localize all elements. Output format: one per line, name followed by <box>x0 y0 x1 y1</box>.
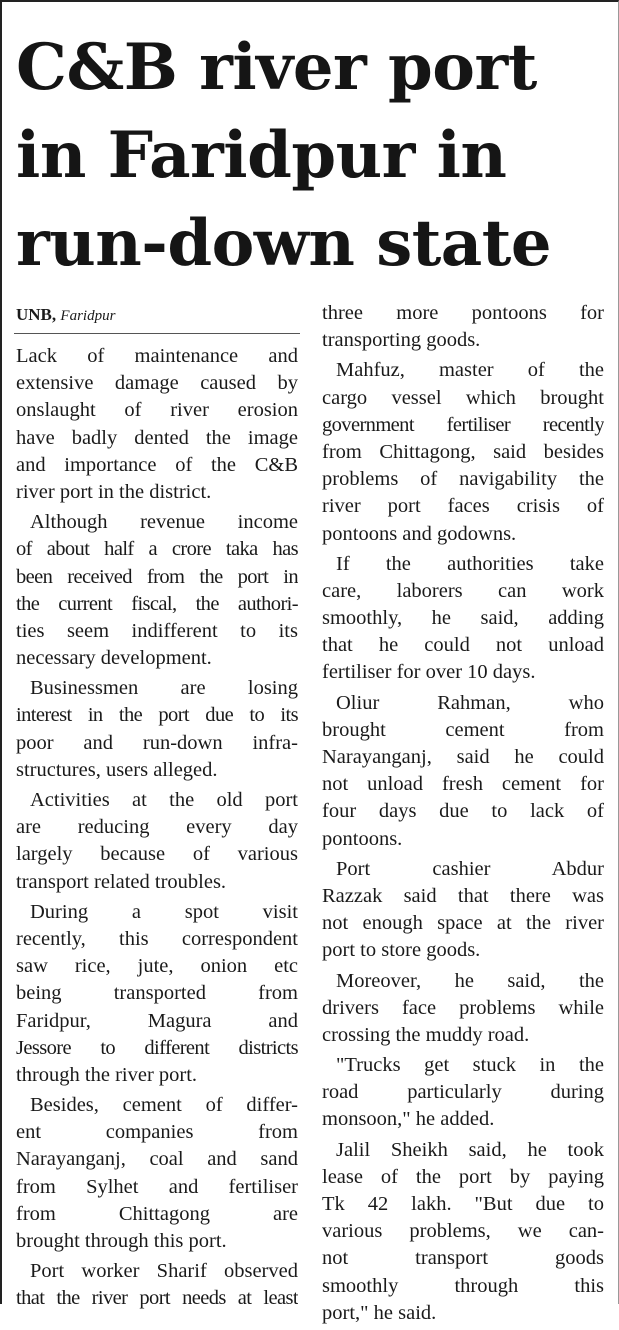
text-line: care, laborers can work <box>322 579 604 602</box>
text-line: extensive damage caused by <box>16 372 298 395</box>
text-line: transporting goods. <box>322 329 481 352</box>
text-line: the current fiscal, the authori- <box>16 592 298 615</box>
text-line: ent companies from <box>16 1121 298 1144</box>
text-line: transport related troubles. <box>16 870 227 893</box>
text-line: from Chittagong, said besides <box>322 440 604 463</box>
news-agency: UNB, <box>16 305 57 324</box>
text-line: smoothly, he said, adding <box>322 607 604 630</box>
text-line: Razzak said that there was <box>322 884 604 907</box>
text-line: "Trucks get stuck in the <box>336 1054 604 1077</box>
text-line: lease of the port by paying <box>322 1165 604 1188</box>
text-line: not enough space at the river <box>322 912 604 935</box>
text-line: river port in the district. <box>16 480 212 503</box>
text-line: brought through this port. <box>16 1230 227 1252</box>
text-line: structures, users alleged. <box>16 758 218 781</box>
text-line: Faridpur, Magura and <box>16 1009 298 1032</box>
text-line: necessary development. <box>16 647 212 670</box>
text-line: through the river port. <box>16 1063 198 1086</box>
article-paragraph <box>16 787 298 896</box>
article-column-1 <box>16 343 298 1316</box>
text-line: been received from the port in <box>16 565 298 588</box>
text-line: Jessore to different districts <box>16 1036 298 1059</box>
text-line: from Chittagong are <box>16 1202 298 1225</box>
text-line: Businessmen are losing <box>30 677 298 700</box>
text-line: poor and run-down infra- <box>16 731 298 754</box>
text-line: Jalil Sheikh said, he took <box>336 1138 604 1161</box>
text-line: cargo vessel which brought <box>322 386 604 409</box>
article-paragraph <box>16 509 298 672</box>
text-line: largely because of various <box>16 843 298 866</box>
text-line: that the river port needs at least <box>16 1287 298 1310</box>
text-line: monsoon," he added. <box>322 1108 495 1131</box>
text-line: Narayanganj, said he could <box>322 746 604 768</box>
text-line: Activities at the old port <box>30 789 298 811</box>
text-line: from Sylhet and fertiliser <box>16 1175 298 1198</box>
text-line: Port cashier Abdur <box>336 857 604 880</box>
text-line: are reducing every day <box>16 816 298 839</box>
text-line: fertiliser for over 10 days. <box>322 661 536 684</box>
article-paragraph <box>16 1258 298 1312</box>
article-paragraph <box>322 357 604 547</box>
text-line: brought cement from <box>322 718 604 741</box>
dateline-location: Faridpur <box>60 308 116 324</box>
article-paragraph <box>16 1092 298 1255</box>
text-line: Oliur Rahman, who <box>336 691 604 714</box>
headline-line: in Faridpur in <box>16 118 507 193</box>
text-line: ties seem indifferent to its <box>16 619 298 642</box>
text-line: onslaught of river erosion <box>16 399 298 422</box>
text-line: Moreover, he said, the <box>336 969 604 992</box>
text-line: river port faces crisis of <box>322 495 604 518</box>
headline <box>16 24 611 288</box>
text-line: have badly dented the image <box>16 426 298 449</box>
article-paragraph <box>16 675 298 784</box>
text-line: pontoons and godowns. <box>322 522 517 545</box>
text-line: drivers face problems while <box>322 996 604 1019</box>
text-line: of about half a crore taka has <box>16 538 298 561</box>
article-paragraph <box>322 968 604 1050</box>
dateline <box>16 301 115 330</box>
text-line: Besides, cement of differ- <box>30 1094 298 1117</box>
text-line: three more pontoons for <box>322 302 604 324</box>
text-line: During a spot visit <box>30 900 298 923</box>
text-line: not unload fresh cement for <box>322 773 604 796</box>
text-line: four days due to lack of <box>322 800 604 823</box>
text-line: Tk 42 lakh. "But due to <box>322 1193 604 1215</box>
article-paragraph <box>16 899 298 1089</box>
text-line: smoothly through this <box>322 1274 604 1297</box>
text-line: pontoons. <box>322 827 403 850</box>
text-line: various problems, we can- <box>322 1220 604 1243</box>
article-paragraph <box>322 856 604 965</box>
dateline-rule <box>14 333 300 334</box>
text-line: Mahfuz, master of the <box>336 359 604 382</box>
text-line: not transport goods <box>322 1247 604 1270</box>
text-line: being transported from <box>16 982 298 1005</box>
text-line: government fertiliser recently <box>322 413 604 436</box>
article-paragraph <box>322 1052 604 1134</box>
article-paragraph <box>322 300 604 354</box>
text-line: port," he said. <box>322 1301 437 1324</box>
article-column-2 <box>322 300 604 1330</box>
headline-line: run-down state <box>16 206 552 281</box>
text-line: that he could not unload <box>322 634 604 657</box>
text-line: recently, this correspondent <box>16 927 298 950</box>
article-paragraph <box>322 551 604 687</box>
text-line: Port worker Sharif observed <box>30 1260 298 1283</box>
text-line: port to store goods. <box>322 939 481 962</box>
text-line: interest in the port due to its <box>16 704 298 727</box>
article-paragraph <box>322 690 604 853</box>
text-line: saw rice, jute, onion etc <box>16 955 298 978</box>
article-paragraph <box>16 343 298 506</box>
article-paragraph <box>322 1137 604 1327</box>
text-line: crossing the muddy road. <box>322 1023 530 1046</box>
text-line: road particularly during <box>322 1081 604 1104</box>
text-line: Although revenue income <box>30 511 298 534</box>
text-line: Lack of maintenance and <box>16 345 298 367</box>
headline-line: C&B river port <box>16 30 537 105</box>
text-line: problems of navigability the <box>322 468 604 491</box>
text-line: and importance of the C&B <box>16 453 298 476</box>
text-line: Narayanganj, coal and sand <box>16 1148 298 1171</box>
text-line: If the authorities take <box>336 552 604 575</box>
